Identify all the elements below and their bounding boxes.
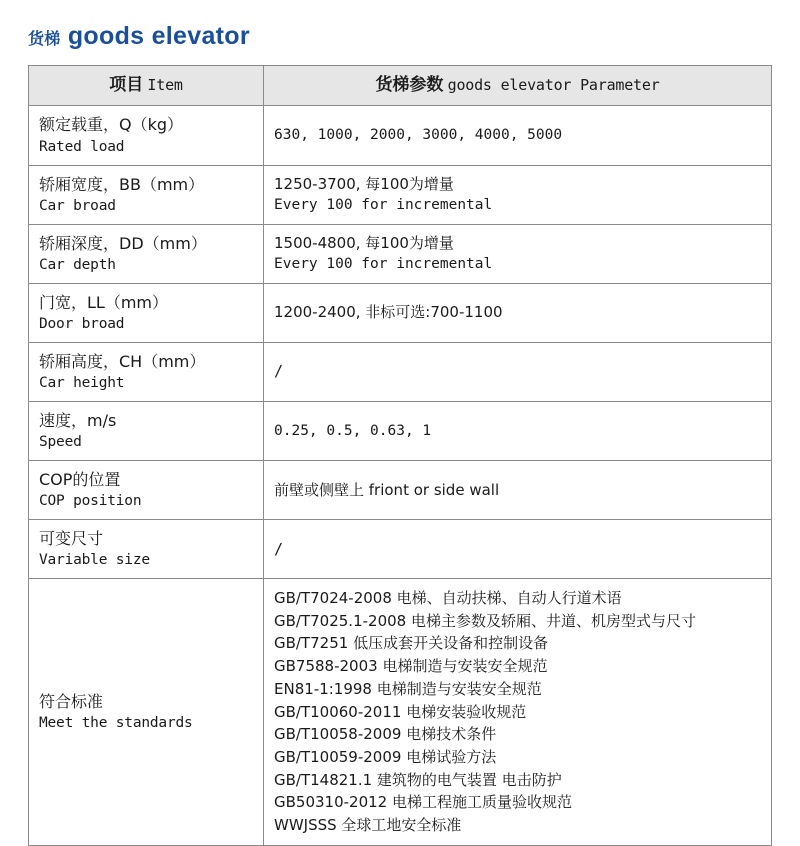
table-row — [29, 283, 772, 342]
header-param-cn: 货梯参数 — [375, 75, 444, 95]
row-label-speed — [29, 401, 264, 460]
row-value-standards — [264, 579, 772, 846]
value-line: / — [274, 362, 284, 381]
header-cell-parameter — [264, 66, 772, 106]
row-label-en: Meet the standards — [39, 714, 193, 731]
header-param-en: goods elevator Parameter — [447, 76, 660, 94]
value-line: 1200-2400, 非标可选:700-1100 — [274, 303, 503, 322]
table-row — [29, 342, 772, 401]
row-value-rated-load — [264, 106, 772, 165]
page-title — [0, 0, 800, 65]
row-value-car-depth — [264, 224, 772, 283]
table-header-row — [29, 66, 772, 106]
row-label-cn: 速度，m/s — [39, 410, 117, 430]
value-line: 前壁或侧壁上 friont or side wall — [274, 480, 500, 499]
row-value-variable-size — [264, 520, 772, 579]
row-label-door-broad — [29, 283, 264, 342]
value-line: 630, 1000, 2000, 3000, 4000, 5000 — [274, 127, 563, 144]
standard-line: GB/T10058-2009 电梯技术条件 — [274, 725, 497, 744]
standard-line: WWJSSS 全球工地安全标准 — [274, 815, 462, 834]
row-label-cn: 符合标准 — [39, 691, 104, 711]
standard-line: GB7588-2003 电梯制造与安装安全规范 — [274, 657, 548, 676]
header-cell-item — [29, 66, 264, 106]
row-label-cn: 轿厢高度，CH（mm） — [39, 351, 206, 371]
row-label-en: Car depth — [39, 256, 116, 273]
page-title-cn: 货梯 — [28, 29, 61, 48]
header-item-en: Item — [147, 76, 183, 94]
row-label-en: Speed — [39, 433, 82, 450]
row-label-en: Door broad — [39, 315, 125, 332]
standard-line: GB/T7024-2008 电梯、自动扶梯、自动人行道术语 — [274, 589, 622, 608]
standard-line: GB/T10059-2009 电梯试验方法 — [274, 747, 497, 766]
row-label-cn: 轿厢宽度，BB（mm） — [39, 174, 205, 194]
row-label-cn: COP的位置 — [39, 469, 121, 489]
table-row — [29, 165, 772, 224]
header-item-cn: 项目 — [109, 75, 144, 95]
row-label-car-depth — [29, 224, 264, 283]
row-label-en: Car height — [39, 374, 125, 391]
row-label-cn: 可变尺寸 — [39, 529, 104, 548]
table-row — [29, 224, 772, 283]
row-label-cn: 额定载重，Q（kg） — [39, 115, 184, 135]
value-line: / — [274, 539, 284, 558]
row-label-car-broad — [29, 165, 264, 224]
row-label-en: Car broad — [39, 197, 116, 214]
page-title-en: goods elevator — [67, 22, 250, 50]
value-line: 0.25, 0.5, 0.63, 1 — [274, 422, 432, 439]
row-value-car-height — [264, 342, 772, 401]
standard-line: GB50310-2012 电梯工程施工质量验收规范 — [274, 793, 572, 812]
table-row — [29, 460, 772, 519]
row-label-car-height — [29, 342, 264, 401]
row-label-variable-size — [29, 520, 264, 579]
standard-line: GB/T10060-2011 电梯安装验收规范 — [274, 702, 527, 721]
row-label-en: Rated load — [39, 138, 125, 155]
table-row — [29, 579, 772, 846]
standard-line: EN81-1:1998 电梯制造与安装安全规范 — [274, 679, 542, 698]
value-line: Every 100 for incremental — [274, 255, 493, 272]
table-row — [29, 520, 772, 579]
row-value-cop-position — [264, 460, 772, 519]
row-label-rated-load — [29, 106, 264, 165]
parameters-table — [28, 65, 772, 846]
value-line: Every 100 for incremental — [274, 196, 493, 213]
row-label-en: Variable size — [39, 552, 150, 569]
row-label-cn: 轿厢深度，DD（mm） — [39, 233, 207, 253]
row-value-car-broad — [264, 165, 772, 224]
value-line: 1250-3700, 每100为增量 — [274, 175, 454, 194]
standard-line: GB/T14821.1 建筑物的电气装置 电击防护 — [274, 770, 562, 789]
row-label-en: COP position — [39, 493, 142, 509]
row-value-door-broad — [264, 283, 772, 342]
row-label-cn: 门宽，LL（mm） — [39, 292, 169, 312]
table-row — [29, 106, 772, 165]
row-label-standards — [29, 579, 264, 846]
row-label-cop-position — [29, 460, 264, 519]
standard-line: GB/T7251 低压成套开关设备和控制设备 — [274, 634, 549, 653]
row-value-speed — [264, 401, 772, 460]
standard-line: GB/T7025.1-2008 电梯主参数及轿厢、井道、机房型式与尺寸 — [274, 611, 696, 630]
value-line: 1500-4800, 每100为增量 — [274, 234, 454, 253]
table-row — [29, 401, 772, 460]
